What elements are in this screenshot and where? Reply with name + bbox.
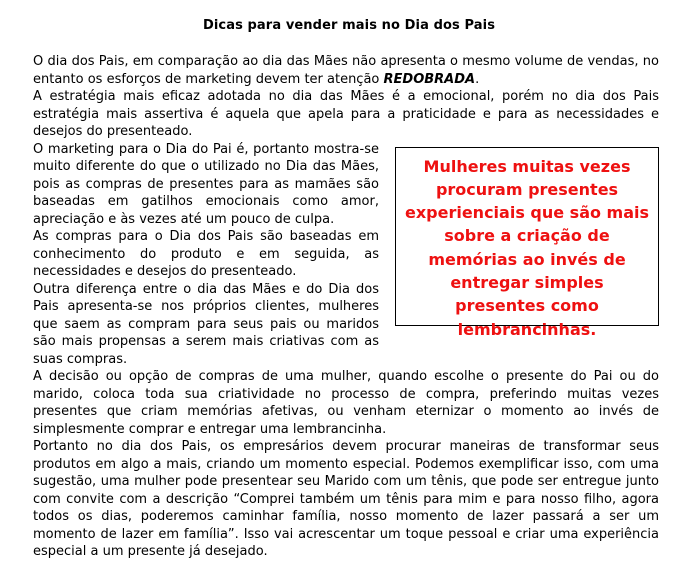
paragraph-3: O marketing para o Dia do Pai é, portanto mostra-se muito diferente do que o utilizado no Dia das Mães, pois as compras de presentes para as mamães são baseadas em gatilhos emocionais como amor, apreciação e às vezes até um pouco de culpa.	[33, 141, 379, 227]
paragraph-1-end: .	[475, 71, 480, 87]
paragraph-5: Outra diferença entre o dia das Mães e do Dia dos Pais apresenta-se nos próprios clientes, mulheres que saem as compram para seus pais ou maridos são mais propensas a serem mais criativas com as suas compras.	[33, 281, 379, 367]
paragraph-6: A decisão ou opção de compras de uma mulher, quando escolhe o presente do Pai ou do marido, coloca toda sua criatividade no processo de compra, preferindo muitas vezes presentes que criam memórias afetivas, ou venham eternizar o momento ao invés de simplesmente comprar e entregar uma lembrancinha.	[33, 369, 659, 437]
paragraph-1-text: O dia dos Pais, em comparação ao dia das Mães não apresenta o mesmo volume de vendas, no entanto os esforços de marketing devem ter atenção	[33, 54, 659, 87]
emphasis-redobrada: REDOBRADA	[383, 71, 476, 87]
paragraph-7: Portanto no dia dos Pais, os empresários devem procurar maneiras de transformar seus produtos em algo a mais, criando um momento especial. Podemos exemplificar isso, com uma sugestão, uma mulher pode presentear seu Marido com um tênis, que pode ser entregue junto com convite com a descrição “Comprei também um tênis para mim e para nosso filho, agora todos os dias, poderemos caminhar família, nosso momento de lazer passará a ser um momento de lazer em família”. Isso vai acrescentar um toque pessoal e criar uma experiência especial a um presente já desejado.	[33, 439, 659, 559]
paragraph-2: A estratégia mais eficaz adotada no dia das Mães é a emocional, porém no dia dos Pais estratégia mais assertiva é aquela que apela para a praticidade e para as necessidades e desejos do presenteado.	[33, 89, 659, 139]
paragraph-1	[33, 53, 659, 88]
document-title: Dicas para vender mais no Dia dos Pais	[202, 18, 496, 33]
callout-text: Mulheres muitas vezes procuram presentes experienciais que são mais sobre a criação de memórias ao invés de entregar simples presentes como lembrancinhas.	[404, 156, 650, 339]
paragraph-4: As compras para o Dia dos Pais são baseadas em conhecimento do produto e em seguida, as necessidades e desejos do presenteado.	[33, 229, 379, 279]
document-body	[33, 53, 659, 561]
callout-box	[395, 147, 659, 339]
